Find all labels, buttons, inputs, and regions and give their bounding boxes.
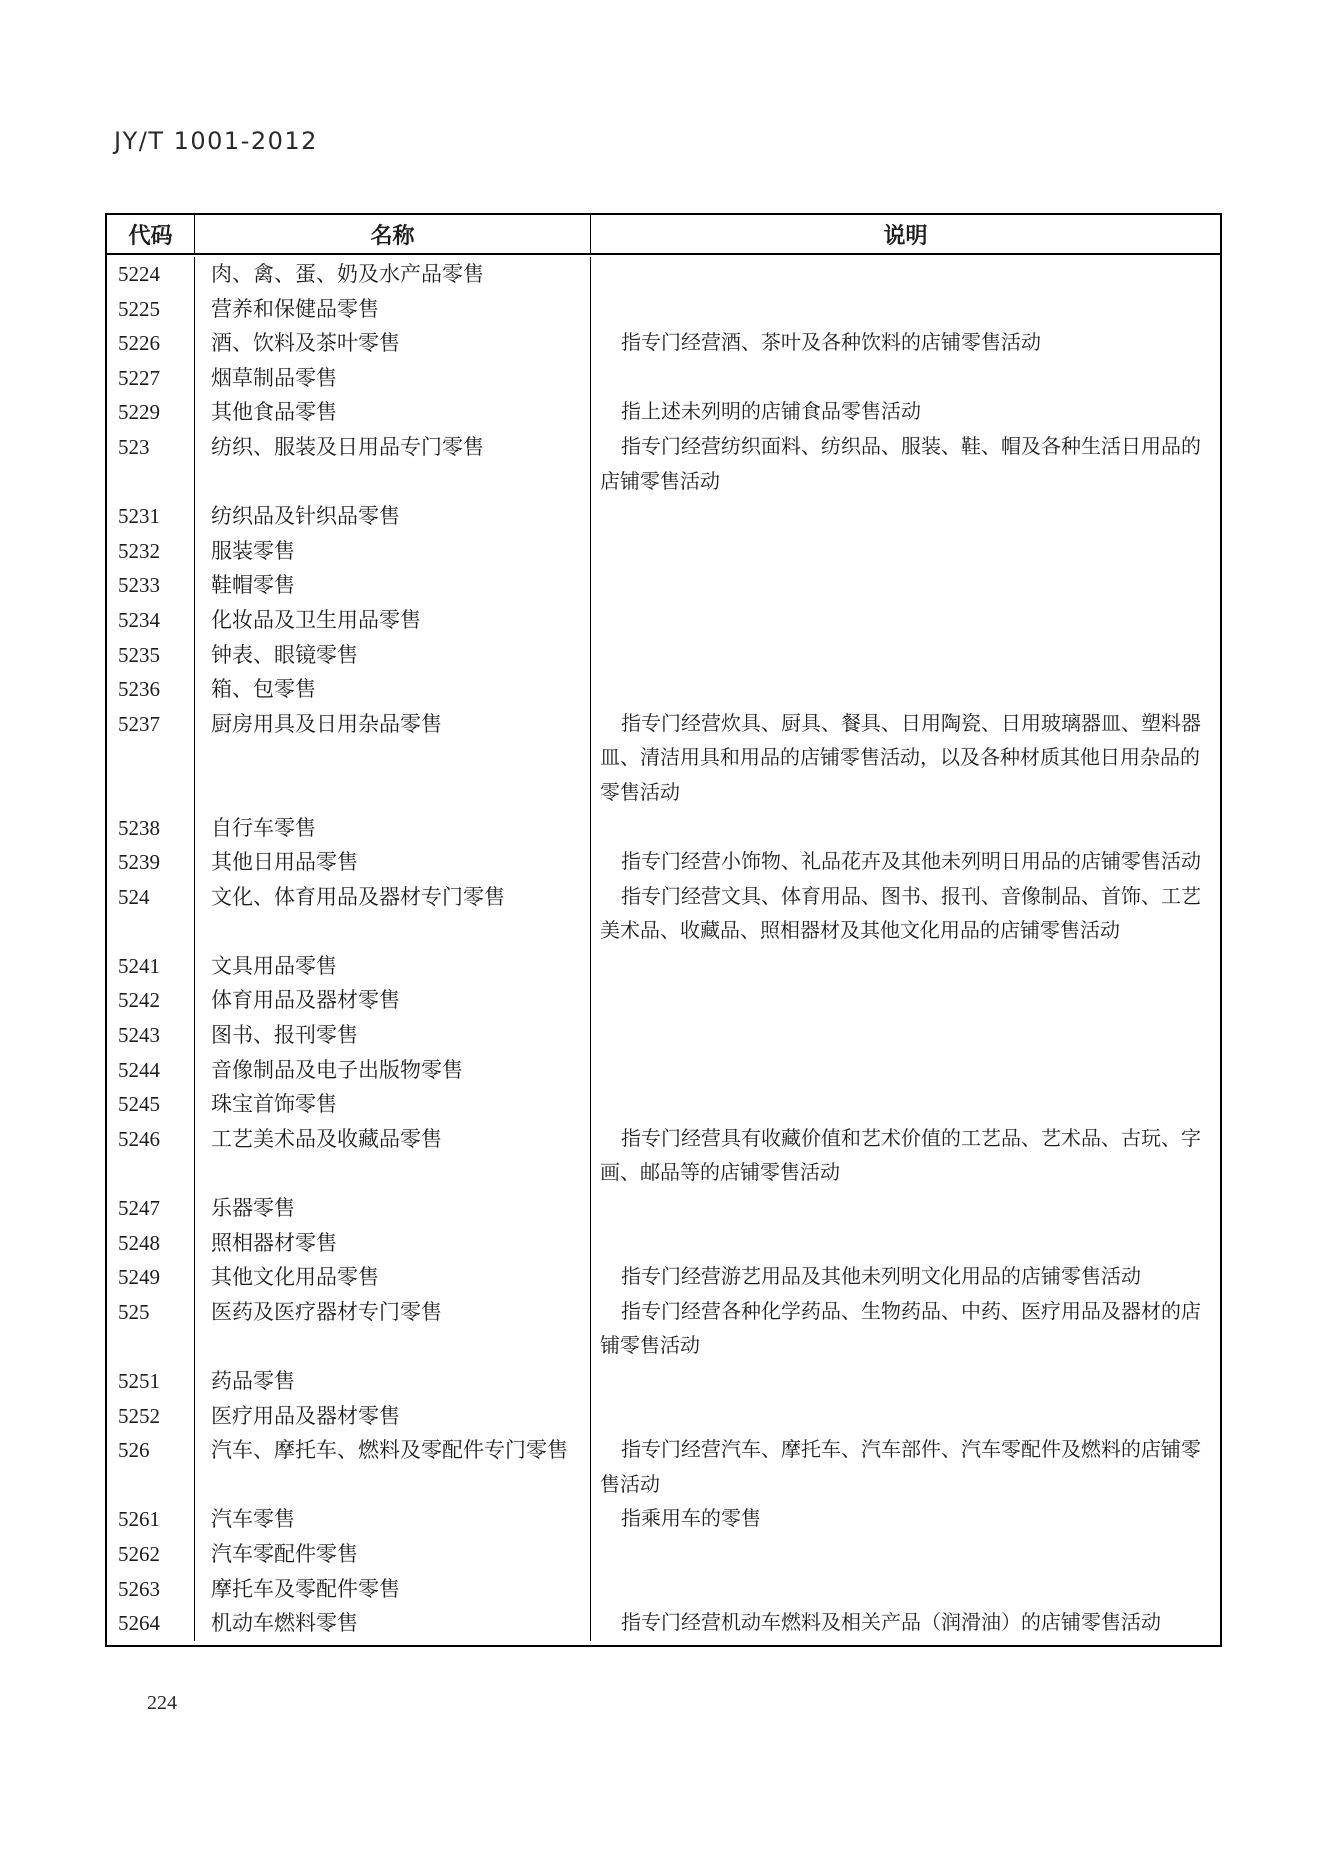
name-text: 工艺美术品及收藏品零售 (211, 1126, 442, 1151)
description-cell (591, 1295, 1220, 1364)
name-text: 体育用品及器材零售 (211, 988, 400, 1013)
table-row (107, 707, 1220, 811)
name-cell (195, 1606, 591, 1641)
description-cell (591, 430, 1220, 499)
header-description: 说明 (883, 222, 928, 248)
name-text: 化妆品及卫生用品零售 (211, 607, 421, 632)
name-cell (195, 1295, 591, 1364)
description-cell (591, 499, 1220, 534)
code-cell (107, 1433, 195, 1502)
table-row (107, 1226, 1220, 1261)
code-cell (107, 1572, 195, 1607)
code-cell (107, 707, 195, 811)
table-row (107, 880, 1220, 949)
description-cell (591, 1537, 1220, 1572)
code-cell (107, 1606, 195, 1641)
code-text: 526 (118, 1438, 150, 1463)
code-text: 5229 (118, 400, 160, 425)
code-text: 5242 (118, 988, 160, 1013)
code-text: 5252 (118, 1403, 160, 1428)
code-text: 5263 (118, 1576, 160, 1601)
name-text: 汽车、摩托车、燃料及零配件专门零售 (211, 1438, 568, 1463)
code-cell (107, 568, 195, 603)
table-row (107, 1399, 1220, 1434)
description-cell (591, 707, 1220, 811)
name-text: 酒、饮料及茶叶零售 (211, 331, 400, 356)
name-cell (195, 1053, 591, 1088)
name-cell (195, 811, 591, 846)
name-cell (195, 326, 591, 361)
code-cell (107, 1295, 195, 1364)
code-cell (107, 1053, 195, 1088)
table-row (107, 1572, 1220, 1607)
table-row (107, 1053, 1220, 1088)
table-row (107, 811, 1220, 846)
description-cell (591, 534, 1220, 569)
code-cell (107, 983, 195, 1018)
table-body (107, 255, 1220, 1645)
name-cell (195, 638, 591, 673)
description-line: 指专门经营各种化学药品、生物药品、中药、医疗用品及器材的店 (621, 1300, 1201, 1323)
name-text: 医疗用品及器材零售 (211, 1403, 400, 1428)
table-row (107, 1364, 1220, 1399)
description-cell (591, 1191, 1220, 1226)
name-text: 药品零售 (211, 1369, 295, 1393)
description-cell (591, 638, 1220, 673)
description-cell (591, 326, 1220, 361)
name-cell (195, 1537, 591, 1572)
description-line: 画、邮品等的店铺零售活动 (600, 1162, 840, 1185)
code-text: 5239 (118, 850, 160, 875)
description-cell (591, 1399, 1220, 1434)
name-cell (195, 845, 591, 880)
description-cell (591, 1087, 1220, 1122)
name-text: 文化、体育用品及器材专门零售 (211, 884, 505, 909)
table-row (107, 1122, 1220, 1191)
name-text: 厨房用具及日用杂品零售 (211, 711, 442, 736)
description-cell (591, 880, 1220, 949)
code-cell (107, 811, 195, 846)
description-line: 指上述未列明的店铺食品零售活动 (621, 401, 921, 424)
code-cell (107, 1364, 195, 1399)
description-cell (591, 603, 1220, 638)
code-cell (107, 1191, 195, 1226)
name-cell (195, 568, 591, 603)
description-cell (591, 1018, 1220, 1053)
code-cell (107, 257, 195, 292)
code-text: 5247 (118, 1196, 160, 1221)
code-text: 5238 (118, 815, 160, 840)
code-cell (107, 534, 195, 569)
code-cell (107, 395, 195, 430)
table-row (107, 1260, 1220, 1295)
table-row (107, 672, 1220, 707)
description-cell (591, 1053, 1220, 1088)
description-cell (591, 983, 1220, 1018)
code-cell (107, 1399, 195, 1434)
code-text: 5262 (118, 1541, 160, 1566)
description-line: 指专门经营纺织面料、纺织品、服装、鞋、帽及各种生活日用品的 (621, 435, 1201, 458)
code-text: 525 (118, 1299, 150, 1324)
code-cell (107, 1537, 195, 1572)
code-cell (107, 949, 195, 984)
description-line: 指专门经营炊具、厨具、餐具、日用陶瓷、日用玻璃器皿、塑料器 (621, 712, 1201, 735)
description-line: 指专门经营汽车、摩托车、汽车部件、汽车零配件及燃料的店铺零 (621, 1439, 1201, 1462)
table-row (107, 1087, 1220, 1122)
description-line: 店铺零售活动 (600, 470, 720, 493)
name-cell (195, 983, 591, 1018)
code-text: 523 (118, 434, 150, 459)
name-cell (195, 1502, 591, 1537)
code-text: 5264 (118, 1611, 160, 1636)
description-cell (591, 845, 1220, 880)
name-cell (195, 1260, 591, 1295)
name-text: 机动车燃料零售 (211, 1611, 358, 1636)
description-cell (591, 568, 1220, 603)
name-cell (195, 1399, 591, 1434)
code-text: 5244 (118, 1057, 160, 1082)
table-row (107, 603, 1220, 638)
code-cell (107, 1502, 195, 1537)
code-text: 5251 (118, 1369, 160, 1393)
name-text: 珠宝首饰零售 (211, 1092, 337, 1117)
table-row (107, 257, 1220, 292)
name-text: 其他文化用品零售 (211, 1265, 379, 1290)
name-cell (195, 361, 591, 396)
description-line: 指专门经营游艺用品及其他未列明文化用品的店铺零售活动 (621, 1266, 1141, 1289)
name-cell (195, 395, 591, 430)
code-cell (107, 1226, 195, 1261)
name-cell (195, 672, 591, 707)
code-cell (107, 1122, 195, 1191)
name-text: 纺织、服装及日用品专门零售 (211, 434, 484, 459)
code-text: 5227 (118, 365, 160, 390)
name-cell (195, 1572, 591, 1607)
code-cell (107, 430, 195, 499)
code-text: 5249 (118, 1265, 160, 1290)
doc-number: JY/T 1001-2012 (114, 127, 318, 155)
description-line: 零售活动 (600, 781, 680, 804)
description-line: 指专门经营酒、茶叶及各种饮料的店铺零售活动 (621, 332, 1041, 355)
description-line: 指专门经营小饰物、礼品花卉及其他未列明日用品的店铺零售活动 (621, 851, 1201, 874)
name-text: 汽车零售 (211, 1507, 295, 1532)
table-row (107, 1606, 1220, 1641)
header-name: 名称 (195, 215, 591, 253)
table-header-row (107, 215, 1220, 255)
name-text: 医药及医疗器材专门零售 (211, 1299, 442, 1324)
description-line: 指乘用车的零售 (621, 1508, 761, 1531)
description-cell (591, 1606, 1220, 1641)
table-row (107, 1191, 1220, 1226)
code-text: 5261 (118, 1507, 160, 1532)
name-cell (195, 1122, 591, 1191)
name-text: 箱、包零售 (211, 677, 316, 702)
description-cell (591, 672, 1220, 707)
name-cell (195, 1018, 591, 1053)
code-cell (107, 499, 195, 534)
code-text: 5248 (118, 1230, 160, 1255)
description-line: 指专门经营机动车燃料及相关产品（润滑油）的店铺零售活动 (621, 1612, 1161, 1635)
table-row (107, 1295, 1220, 1364)
code-cell (107, 845, 195, 880)
name-text: 其他食品零售 (211, 400, 337, 425)
page-number: 224 (147, 1692, 177, 1714)
table-row (107, 1018, 1220, 1053)
code-text: 524 (118, 884, 150, 909)
code-text: 5224 (118, 262, 160, 286)
table-row (107, 534, 1220, 569)
code-text: 5243 (118, 1023, 160, 1048)
name-cell (195, 1364, 591, 1399)
table-row (107, 638, 1220, 673)
table-row (107, 430, 1220, 499)
name-cell (195, 1433, 591, 1502)
table-row (107, 361, 1220, 396)
name-text: 纺织品及针织品零售 (211, 504, 400, 529)
description-line: 售活动 (600, 1473, 660, 1496)
code-cell (107, 672, 195, 707)
name-text: 音像制品及电子出版物零售 (211, 1057, 463, 1082)
code-cell (107, 638, 195, 673)
code-text: 5226 (118, 331, 160, 356)
name-text: 文具用品零售 (211, 953, 337, 978)
description-cell (591, 1502, 1220, 1537)
description-line: 铺零售活动 (600, 1335, 700, 1358)
description-cell (591, 361, 1220, 396)
description-cell (591, 811, 1220, 846)
code-cell (107, 292, 195, 327)
description-line: 指专门经营文具、体育用品、图书、报刊、音像制品、首饰、工艺 (621, 885, 1201, 908)
code-text: 5234 (118, 607, 160, 632)
table-row (107, 1537, 1220, 1572)
code-text: 5237 (118, 711, 160, 736)
table-row (107, 292, 1220, 327)
table-row (107, 568, 1220, 603)
description-line: 美术品、收藏品、照相器材及其他文化用品的店铺零售活动 (600, 920, 1120, 943)
description-cell (591, 1226, 1220, 1261)
table-row (107, 949, 1220, 984)
name-text: 烟草制品零售 (211, 365, 337, 390)
code-text: 5241 (118, 953, 160, 978)
code-cell (107, 880, 195, 949)
name-cell (195, 1087, 591, 1122)
name-cell (195, 949, 591, 984)
name-text: 鞋帽零售 (211, 573, 295, 598)
description-line: 指专门经营具有收藏价值和艺术价值的工艺品、艺术品、古玩、字 (621, 1127, 1201, 1150)
code-cell (107, 603, 195, 638)
name-cell (195, 707, 591, 811)
description-cell (591, 1260, 1220, 1295)
name-cell (195, 1191, 591, 1226)
table-row (107, 983, 1220, 1018)
name-cell (195, 499, 591, 534)
name-text: 营养和保健品零售 (211, 296, 379, 321)
table-row (107, 845, 1220, 880)
description-cell (591, 1122, 1220, 1191)
code-text: 5235 (118, 642, 160, 667)
name-cell (195, 1226, 591, 1261)
description-cell (591, 1572, 1220, 1607)
name-text: 图书、报刊零售 (211, 1023, 358, 1048)
description-cell (591, 949, 1220, 984)
description-line: 皿、清洁用具和用品的店铺零售活动，以及各种材质其他日用杂品的 (600, 747, 1200, 770)
table-row (107, 1502, 1220, 1537)
table-row (107, 1433, 1220, 1502)
name-cell (195, 880, 591, 949)
code-text: 5233 (118, 573, 160, 598)
code-text: 5236 (118, 677, 160, 702)
code-text: 5245 (118, 1092, 160, 1117)
description-cell (591, 1433, 1220, 1502)
name-cell (195, 292, 591, 327)
name-text: 钟表、眼镜零售 (211, 642, 358, 667)
name-text: 服装零售 (211, 538, 295, 563)
name-text: 肉、禽、蛋、奶及水产品零售 (211, 262, 484, 286)
description-cell (591, 292, 1220, 327)
name-text: 汽车零配件零售 (211, 1541, 358, 1566)
name-text: 乐器零售 (211, 1196, 295, 1221)
code-cell (107, 1018, 195, 1053)
code-cell (107, 361, 195, 396)
code-text: 5231 (118, 504, 160, 529)
description-cell (591, 1364, 1220, 1399)
name-cell (195, 430, 591, 499)
code-cell (107, 1260, 195, 1295)
header-code: 代码 (107, 215, 195, 253)
table-row (107, 499, 1220, 534)
table-row (107, 395, 1220, 430)
code-text: 5225 (118, 296, 160, 321)
name-text: 其他日用品零售 (211, 850, 358, 875)
code-text: 5232 (118, 538, 160, 563)
code-text: 5246 (118, 1126, 160, 1151)
name-text: 摩托车及零配件零售 (211, 1576, 400, 1601)
table-row (107, 326, 1220, 361)
code-cell (107, 326, 195, 361)
description-cell (591, 395, 1220, 430)
name-text: 照相器材零售 (211, 1230, 337, 1255)
name-cell (195, 257, 591, 292)
code-cell (107, 1087, 195, 1122)
classification-table (105, 213, 1222, 1647)
name-cell (195, 534, 591, 569)
description-cell (591, 257, 1220, 292)
name-cell (195, 603, 591, 638)
name-text: 自行车零售 (211, 815, 316, 840)
